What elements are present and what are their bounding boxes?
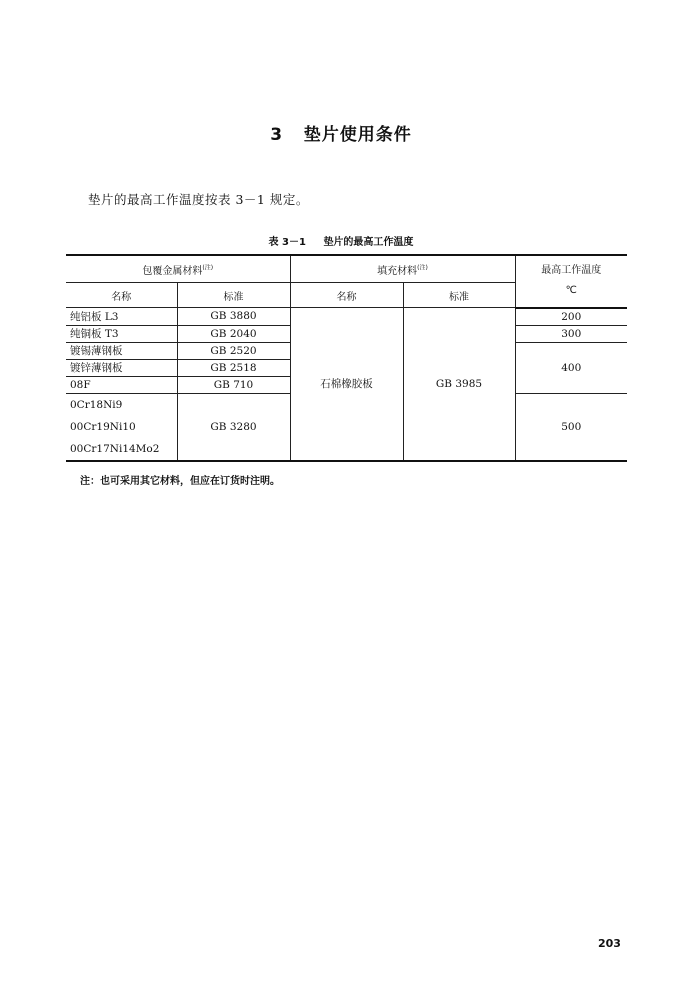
note-mark: (注): [202, 264, 214, 272]
metal-name-cell: 镀锌薄钢板: [66, 359, 177, 376]
table-caption-number: 表 3－1: [268, 237, 306, 248]
gasket-temperature-table: [66, 254, 627, 462]
temperature-cell: 400: [515, 342, 627, 393]
metal-name-cell: 纯铜板 T3: [66, 325, 177, 342]
temperature-cell: 300: [515, 325, 627, 342]
page-number: 203: [598, 937, 621, 950]
metal-grade: 00Cr19Ni10: [70, 420, 136, 433]
filler-name-cell: 石棉橡胶板: [290, 308, 403, 461]
metal-standard-cell: GB 3880: [177, 308, 290, 326]
temperature-cell: 200: [515, 308, 627, 326]
metal-grade: 00Cr17Ni14Mo2: [70, 442, 160, 455]
table-caption: [0, 233, 682, 248]
header-max-temperature: [515, 255, 627, 308]
metal-standard-cell: GB 2040: [177, 325, 290, 342]
filler-standard-cell: GB 3985: [403, 308, 515, 461]
section-title: 垫片使用条件: [303, 125, 412, 145]
header-metal-label: 包覆金属材料: [142, 265, 203, 277]
section-heading: [0, 120, 682, 145]
header-temperature-unit: ℃: [565, 285, 577, 297]
header-filler-name: 名称: [290, 283, 403, 308]
metal-standard-cell: GB 710: [177, 376, 290, 393]
header-metal-standard: 标准: [177, 283, 290, 308]
table-footnote: 注：也可采用其它材料，但应在订货时注明。: [80, 476, 280, 487]
header-filler-material: [290, 255, 515, 283]
metal-name-cell: 纯铝板 L3: [66, 308, 177, 326]
section-number: 3: [270, 125, 284, 145]
table-caption-title: 垫片的最高工作温度: [323, 237, 414, 248]
metal-name-cell: 08F: [66, 376, 177, 393]
note-mark: (注): [417, 264, 428, 272]
header-metal-name: 名称: [66, 283, 177, 308]
metal-name-cell: 镀锡薄钢板: [66, 342, 177, 359]
table-row: [66, 308, 627, 326]
metal-standard-cell: GB 2518: [177, 359, 290, 376]
metal-name-cell: [66, 393, 177, 461]
header-filler-label: 填充材料: [377, 265, 418, 277]
metal-standard-cell: GB 2520: [177, 342, 290, 359]
intro-paragraph: 垫片的最高工作温度按表 3－1 规定。: [88, 192, 309, 207]
metal-standard-cell: GB 3280: [177, 393, 290, 461]
header-metal-material: [66, 255, 290, 283]
metal-grade: 0Cr18Ni9: [70, 398, 123, 411]
header-filler-standard: 标准: [403, 283, 515, 308]
header-max-temperature-label: 最高工作温度: [541, 265, 602, 277]
temperature-cell: 500: [515, 393, 627, 461]
